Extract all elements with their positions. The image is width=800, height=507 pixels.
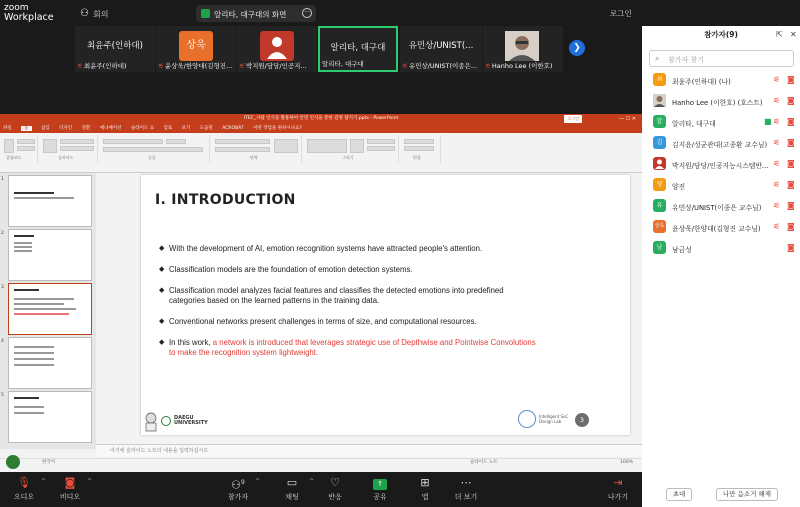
ribbon-group-label: 단락 [250,155,258,160]
unmute-me-button[interactable]: 나만 음소거 해제 [716,488,778,501]
avatar: 알 [653,115,666,128]
ppt-menu-animations[interactable]: 애니메이션 [99,126,122,131]
tile-name: 최윤주(인하대) [87,41,143,51]
align-buttons[interactable] [215,147,270,152]
avatar [653,94,666,107]
slide-thumbnail-4[interactable] [8,337,92,389]
thumb-text [14,397,39,399]
ppt-status-bar [0,458,642,467]
next-page-button[interactable]: ❯ [569,40,585,56]
video-off-icon[interactable]: ◙ [787,159,795,168]
lab-emblem-icon [518,410,536,428]
logo-line1: zoom [4,3,29,13]
apps-icon: ⊞ [420,476,430,489]
ppt-menu-help[interactable]: 도움말 [199,126,213,131]
mic-muted-icon[interactable]: ⚟ [773,180,781,189]
participant-row[interactable] [642,133,800,153]
mic-muted-icon: ⚟ [402,62,408,70]
bullet-text: Classification model analyzes facial features and classifies the detected emotions into predefined categories based on the learned patterns in the training data. [169,286,504,305]
university-name: DAEGU UNIVERSITY [174,415,208,426]
tile-name: 알리타, 대구대 [330,43,386,53]
apps-label: 앱 [421,493,429,501]
share-label: 공유 [373,493,387,501]
tile-footer-name: 윤상욱/한양대(김형진... [164,62,233,70]
avatar: 김 [653,136,666,149]
video-label: 비디오 [59,493,81,501]
participant-name: 최윤주(인하대) (나) [672,78,731,86]
tile-footer [402,61,477,70]
thumb-text [14,246,32,248]
thumb-text [14,406,44,408]
share-icon-wrap [360,476,400,490]
share-up-arrow-icon: ↑ [373,479,387,490]
mic-muted-icon[interactable]: ⚟ [773,117,781,126]
mic-muted-icon[interactable]: ⚟ [773,96,781,105]
thumb-text [14,352,54,354]
thumb-text [14,298,74,300]
panel-top-spacer [642,0,800,26]
more-dots-icon: ⋯ [460,476,472,489]
login-link[interactable]: 로그인 [610,9,632,18]
video-off-icon[interactable]: ◙ [787,117,795,126]
audio-button[interactable] [4,476,44,502]
slide-thumbnail-5[interactable] [8,391,92,443]
diamond-bullet-icon: ◆ [159,318,165,325]
chat-label: 채팅 [285,493,299,501]
shape-outline-button[interactable] [367,146,395,151]
app-logo [4,3,54,23]
bullet-2 [159,265,569,275]
slide-thumbnail-2[interactable] [8,229,92,281]
chevron-up-icon[interactable]: ^ [308,478,314,485]
participants-button[interactable] [218,476,258,502]
avatar [653,157,666,170]
avatar: 양 [653,178,666,191]
leave-button[interactable] [598,476,638,502]
thumb-text [14,289,39,291]
bullet-3 [159,286,539,306]
participant-name: 남금성 [672,246,692,254]
slide-thumbnail-pane [0,173,96,449]
diamond-bullet-icon: ◆ [159,339,165,346]
thumb-text [14,346,54,348]
meeting-label: 회의 [93,10,109,19]
tile-footer-name: 알리타, 대구대 [322,60,364,68]
reset-button[interactable] [60,146,94,151]
thumb-number: 1 [1,177,4,182]
search-placeholder: 참가자 찾기 [668,56,705,64]
ppt-menu-home[interactable]: 홈 [21,126,31,131]
video-off-icon[interactable]: ◙ [787,138,795,147]
chat-button[interactable] [272,476,312,502]
ppt-menu-file[interactable]: 파일 [3,126,12,131]
tile-footer [77,61,127,70]
video-tile-6[interactable] [483,26,563,72]
thumb-number: 5 [1,393,4,398]
participant-row[interactable] [642,112,800,132]
ribbon-group-label: 편집 [413,155,421,160]
thumb-text [14,250,32,252]
share-button[interactable] [360,476,400,502]
avatar [505,31,539,61]
ribbon-group-clipboard[interactable] [0,135,38,163]
panel-title: 참가자(9) [704,30,738,39]
bullet-text: In this work, [169,338,213,347]
copy-button[interactable] [17,146,35,151]
chevron-up-icon[interactable]: ^ [40,478,46,485]
person-silhouette-icon [260,31,294,61]
language-status[interactable]: 한국어 [42,460,56,465]
lab-logo [518,409,578,429]
video-tile-3[interactable] [237,26,317,72]
smartart-button[interactable] [274,139,298,153]
more-label: 더 보기 [454,493,478,501]
mic-muted-icon: ⚟ [485,62,491,70]
participants-label: 참가자 [227,493,249,501]
participant-name: 윤상욱/한양대(김형진 교수님) [672,225,761,233]
diamond-bullet-icon: ◆ [159,287,165,294]
tile-footer [322,59,364,68]
ppt-login-button[interactable]: 로그인 [564,115,582,123]
participants-panel [642,0,800,507]
thumb-text [14,197,74,199]
user-status-icon[interactable] [6,455,20,469]
participants-icon: ⚇$^9$ [231,478,245,492]
video-off-icon[interactable]: ◙ [787,96,795,105]
video-tile-1[interactable] [75,26,155,72]
video-off-icon: ◙ [64,476,76,489]
ppt-menu-insert[interactable]: 삽입 [40,126,50,131]
bullet-4 [159,317,569,327]
ribbon-group-label: 슬라이드 [58,155,74,160]
ppt-window-title: ITEC_사람 인식을 활용하여 안면 인식을 통한 감정 탐지기.pptx - PowerPoint [243,116,399,121]
list-buttons[interactable] [215,139,270,144]
video-off-icon[interactable]: ◙ [787,75,795,84]
participant-row[interactable] [642,238,800,258]
avatar: 남 [653,241,666,254]
layout-button[interactable] [60,139,94,144]
ppt-title-bar [0,114,642,124]
thumb-text [14,192,54,194]
person-photo-icon [653,94,666,107]
participant-name: 유민상/UNIST(이종은 교수님) [672,204,762,212]
ribbon-group-drawing[interactable] [304,135,399,163]
participants-group-icon: ⚇ [80,8,89,19]
screen-share-icon: ■ [764,117,772,126]
audio-label: 오디오 [13,493,35,501]
mic-muted-icon[interactable]: ⚟ [773,222,781,231]
mic-muted-icon: ⚟ [239,62,245,70]
leave-label: 나가기 [607,493,629,501]
bullet-text: With the development of AI, emotion recognition systems have attracted people's attention. [169,244,483,253]
tile-footer-name: Hanho Lee (이한호) [491,62,553,70]
chevron-up-icon[interactable]: ^ [254,478,260,485]
participant-row[interactable] [642,175,800,195]
shapes-gallery[interactable] [307,139,347,153]
slide-thumbnail-3-selected[interactable] [8,283,92,335]
video-off-icon[interactable]: ◙ [787,222,795,231]
new-slide-icon[interactable] [43,139,57,153]
popout-icon[interactable]: ⇱ [776,30,783,39]
participant-row[interactable] [642,70,800,90]
chevron-up-icon[interactable]: ^ [86,478,92,485]
react-label: 반응 [328,493,342,501]
tile-footer [239,61,307,70]
screen-share-indicator[interactable] [196,5,316,22]
arrange-button[interactable] [350,139,364,153]
tile-footer-name: 최윤주(인하대) [83,62,127,70]
video-tile-4-active-speaker[interactable] [318,26,398,72]
ppt-menu-review[interactable]: 검토 [163,126,173,131]
thumb-text [14,364,54,366]
thumb-number: 4 [1,339,4,344]
ribbon-group-label: 그리기 [342,155,354,160]
slide-title: I. INTRODUCTION [155,192,296,208]
notes-toggle[interactable]: 슬라이드 노트 [470,460,498,465]
thumb-number: 3 [1,285,4,290]
shape-fill-button[interactable] [367,139,395,144]
tile-footer [158,61,232,70]
thumb-text [14,313,69,315]
zoom-level[interactable]: 100% [620,460,633,465]
avatar: 상욱 [179,31,213,61]
ribbon-group-paragraph[interactable] [212,135,302,163]
ppt-menu-bar [0,124,642,133]
avatar: 상욱 [653,220,666,233]
thumb-text [14,242,32,244]
find-button[interactable] [404,139,434,144]
ppt-window-controls-icon[interactable]: — ☐ ✕ [619,116,636,122]
diamond-bullet-icon: ◆ [159,245,165,252]
mic-muted-icon[interactable]: ⚟ [773,138,781,147]
thumb-text [14,412,44,414]
invite-button[interactable]: 초대 [666,488,692,501]
thumb-number: 2 [1,231,4,236]
search-icon: ⌕ [655,54,660,63]
participant-name: Hanho Lee (이한호) (호스트) [672,99,763,107]
mic-muted-icon: ⚟ [77,62,83,70]
logo-line2: Workplace [4,12,54,23]
ribbon-group-slides[interactable] [40,135,98,163]
mic-muted-icon: ⚟ [158,62,164,70]
ppt-menu-transitions[interactable]: 전환 [81,126,91,131]
participants-count: 9 [241,479,245,486]
daegu-university-logo [143,410,208,432]
mic-muted-icon[interactable]: ⚟ [773,201,781,210]
participant-name: 박지원/담당/인공지능시스템반... [672,162,769,170]
ribbon-group-editing[interactable] [401,135,441,163]
participant-search-input[interactable] [649,50,794,67]
video-off-icon[interactable]: ◙ [787,243,795,252]
thumb-text [14,303,64,305]
participant-row[interactable] [642,91,800,111]
bullet-text: Conventional networks present challenges in terms of size, and computational resources. [169,317,477,326]
mascot-icon [143,412,159,432]
mic-muted-icon: 🎙 [17,476,31,489]
ppt-tell-me-search[interactable]: 어떤 작업을 원하시나요? [253,126,302,131]
font-format-buttons[interactable] [103,147,203,152]
video-tile-2[interactable] [156,26,236,72]
current-slide [141,175,630,435]
replace-button[interactable] [404,146,434,151]
react-button[interactable] [315,476,355,502]
font-family-select[interactable] [103,139,163,144]
paste-icon[interactable] [4,139,14,153]
tile-footer-name: 유민상/UNIST(이종은... [408,62,478,70]
bullet-highlight-text: a network is introduced that leverages strategic use of Depthwise and Pointwise Convolutions to make the recognition system lightweight. [169,338,536,357]
thumb-text [14,358,54,360]
heart-icon: ♡ [330,476,340,489]
video-strip [75,26,585,72]
more-options-icon[interactable]: ··· [302,8,312,18]
top-bar [0,0,642,26]
ribbon-group-label: 클립보드 [6,155,22,160]
font-size-select[interactable] [166,139,186,144]
person-silhouette-icon [653,157,666,170]
participant-row[interactable] [642,154,800,174]
ribbon-group-label: 글꼴 [148,155,156,160]
cut-button[interactable] [17,139,35,144]
slide-notes-field[interactable]: 여기에 슬라이드 노트의 내용을 입력하십시오 [96,444,642,457]
ribbon-group-font[interactable] [100,135,210,163]
bullet-1 [159,244,569,254]
avatar [260,31,294,61]
ppt-menu-design[interactable]: 디자인 [59,126,73,131]
university-emblem-icon [161,416,171,426]
tile-name: 유민상/UNIST(... [408,41,474,51]
ppt-menu-view[interactable]: 보기 [181,126,191,131]
video-button[interactable] [50,476,90,502]
participant-row[interactable] [642,217,800,237]
thumb-text [14,308,76,310]
participant-name: 양진 [672,183,686,191]
ppt-menu-slideshow[interactable]: 슬라이드 쇼 [130,126,155,131]
apps-button[interactable] [405,476,445,502]
avatar: 유 [653,199,666,212]
video-off-icon[interactable]: ◙ [787,180,795,189]
tile-footer [485,61,552,70]
mic-muted-icon[interactable]: ⚟ [773,75,781,84]
share-label: 알리타, 대구대의 화면 [214,10,287,19]
ppt-ribbon [0,133,642,173]
video-off-icon[interactable]: ◙ [787,201,795,210]
thumb-text [14,235,34,237]
mic-muted-icon[interactable]: ⚟ [773,159,781,168]
meeting-toolbar [0,472,642,507]
leave-door-icon: ⇥ [613,476,623,489]
bullet-text: Classification models are the foundation of emotion detection systems. [169,265,413,274]
chat-icon: ▭ [286,476,298,489]
panel-close-icon[interactable]: ✕ [790,30,797,39]
ppt-menu-acrobat[interactable]: ACROBAT [222,126,244,131]
bullet-5 [159,338,539,358]
slide-page-number: 3 [575,413,589,427]
avatar: 최 [653,73,666,86]
lab-name: Intelligent SoC Design Lab [539,414,569,424]
slide-thumbnail-1[interactable] [8,175,92,227]
video-tile-5[interactable] [400,26,482,72]
share-screen-icon [201,9,210,18]
diamond-bullet-icon: ◆ [159,266,165,273]
tile-footer-name: 박지원/담당/인공지... [245,62,307,70]
more-button[interactable] [446,476,486,502]
participant-name: 알리타, 대구대 [672,120,716,128]
person-photo-icon [505,31,539,61]
participant-name: 김지윤/성균관대(고종환 교수님) [672,141,768,149]
participant-row[interactable] [642,196,800,216]
